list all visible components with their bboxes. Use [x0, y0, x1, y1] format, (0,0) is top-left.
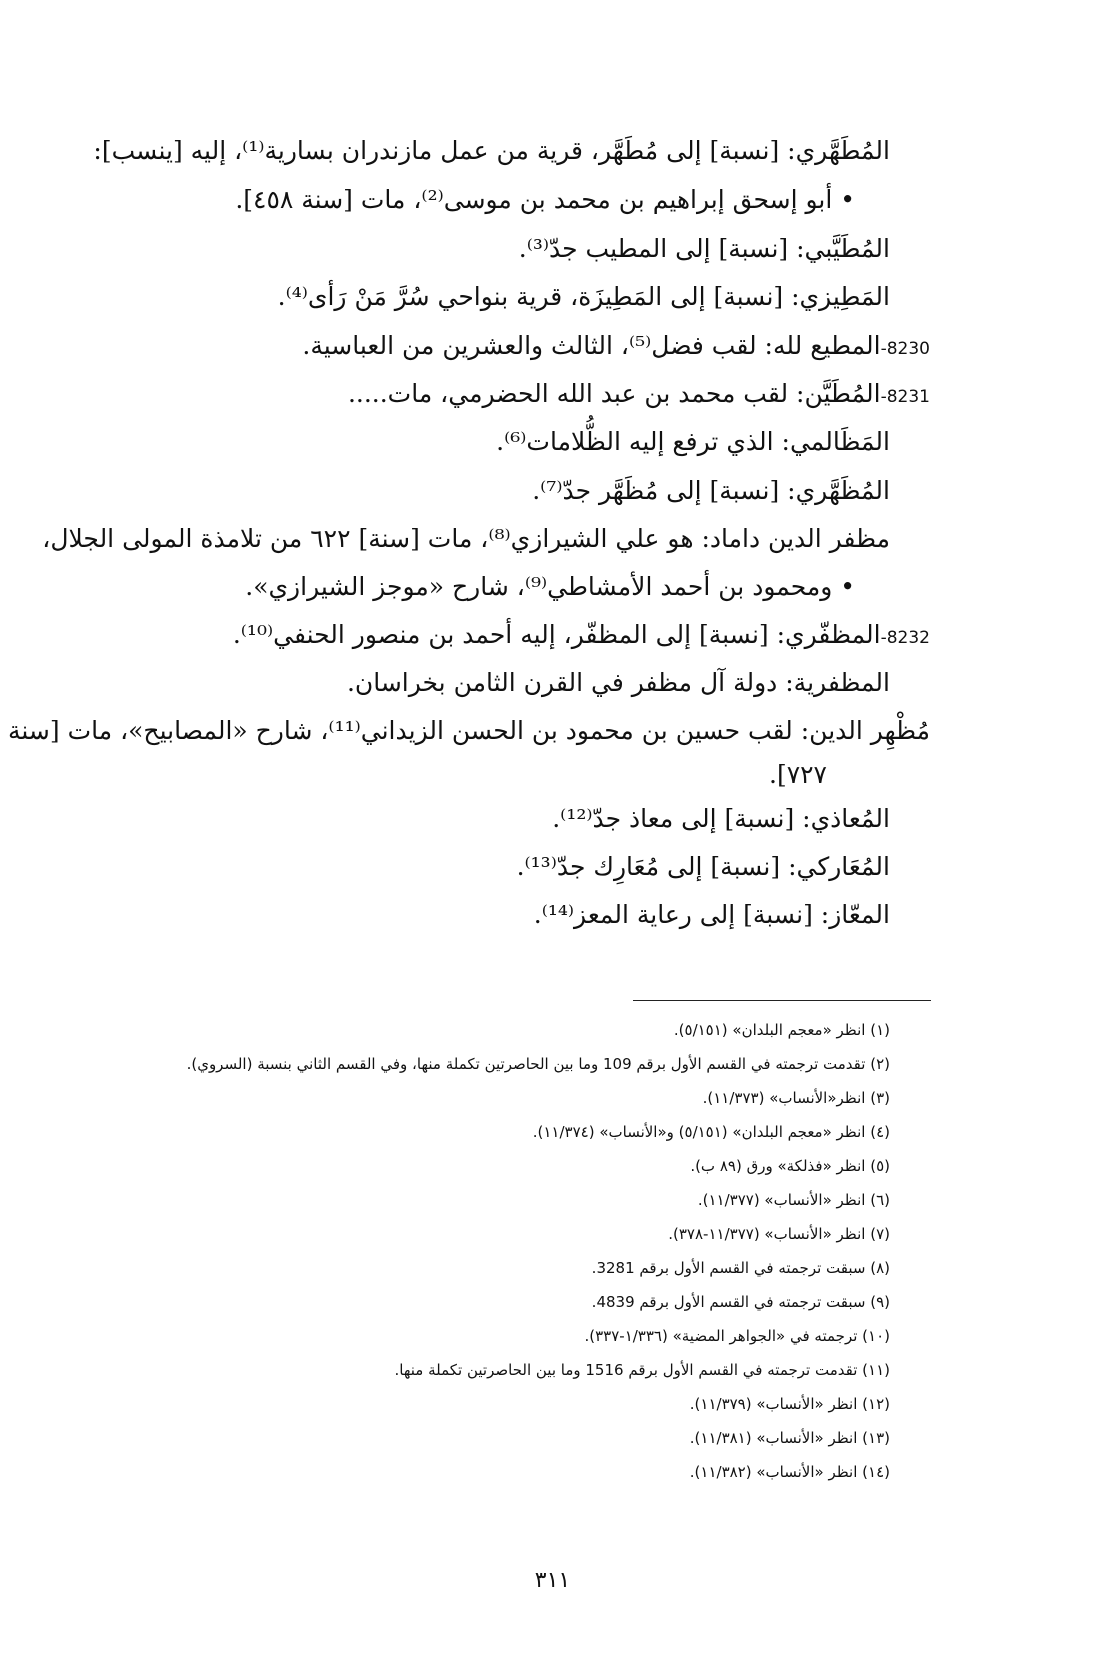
- entry-8232: 8232-المظفّري: [نسبة] إلى المظفّر، إليه أحمد بن منصور الحنفي⁽¹⁰⁾.: [232, 620, 930, 649]
- entry-mazalimi: المَظَالمي: الذي ترفع إليه الظُّلامات⁽⁶⁾.: [496, 427, 890, 456]
- entry-8230: 8230-المطيع لله: لقب فضل⁽⁵⁾، الثالث والعشرين من العباسية.: [302, 331, 930, 360]
- entry-muzhir-aldin-cont: ٧٢٧].: [769, 760, 827, 789]
- entry-muaraki: المُعَاركي: [نسبة] إلى مُعَارِك جدّ⁽¹³⁾.: [516, 852, 890, 881]
- footnote-12: (١٢) انظر «الأنساب» (١١/٣٧٩).: [689, 1395, 890, 1413]
- entry-mutayyabi: المُطَيَّبي: [نسبة] إلى المطيب جدّ⁽³⁾.: [518, 234, 890, 263]
- footnote-9: (٩) سبقت ترجمته في القسم الأول برقم 4839.: [591, 1293, 890, 1311]
- entry-muazz: المعّاز: [نسبة] إلى رعاية المعز⁽¹⁴⁾.: [533, 900, 890, 929]
- entry-matizi: المَطِيزي: [نسبة] إلى المَطِيزَة، قرية بنواحي سُرَّ مَنْ رَأى⁽⁴⁾.: [277, 282, 890, 311]
- entry-8231: 8231-المُطَيَّن: لقب محمد بن عبد الله الحضرمي، مات.....: [347, 379, 930, 408]
- footnote-7: (٧) انظر «الأنساب» (١١/٣٧٧-٣٧٨).: [668, 1225, 890, 1243]
- footnote-2: (٢) تقدمت ترجمته في القسم الأول برقم 109 وما بين الحاصرتين تكملة منها، وفي القسم الثاني بنسبة (السروي).: [186, 1055, 890, 1073]
- entry-number: 8231-: [880, 387, 930, 407]
- footnote-4: (٤) انظر «معجم البلدان» (٥/١٥١) و«الأنساب» (١١/٣٧٤).: [532, 1123, 890, 1141]
- entry-muzaffar-aldin-damad: مظفر الدين داماد: هو علي الشيرازي⁽⁸⁾، مات [سنة] ٦٢٢ من تلامذة المولى الجلال،: [42, 524, 890, 553]
- entry-number: 8230-: [880, 339, 930, 359]
- footnote-14: (١٤) انظر «الأنساب» (١١/٣٨٢).: [689, 1463, 890, 1481]
- footnote-6: (٦) انظر «الأنساب» (١١/٣٧٧).: [697, 1191, 890, 1209]
- entry-muadhi: المُعاذي: [نسبة] إلى معاذ جدّ⁽¹²⁾.: [552, 804, 890, 833]
- footnote-1: (١) انظر «معجم البلدان» (٥/١٥١).: [673, 1021, 890, 1039]
- footnote-8: (٨) سبقت ترجمته في القسم الأول برقم 3281.: [591, 1259, 890, 1277]
- footnote-13: (١٣) انظر «الأنساب» (١١/٣٨١).: [689, 1429, 890, 1447]
- entry-abu-ishaq: • أبو إسحق إبراهيم بن محمد بن موسى⁽²⁾، مات [سنة ٤٥٨].: [235, 185, 855, 214]
- footnote-11: (١١) تقدمت ترجمته في القسم الأول برقم 1516 وما بين الحاصرتين تكملة منها.: [394, 1361, 890, 1379]
- entry-number: 8232-: [880, 628, 930, 648]
- entry-muzahhari: المُظَهَّري: [نسبة] إلى مُظَهَّر جدّ⁽⁷⁾.: [532, 476, 890, 505]
- entry-muzhir-aldin: مُظْهِر الدين: لقب حسين بن محمود بن الحسن الزيداني⁽¹¹⁾، شارح «المصابيح»، مات [سنة: [7, 716, 930, 745]
- entry-muzaffariyya: المظفرية: دولة آل مظفر في القرن الثامن بخراسان.: [346, 668, 890, 697]
- page-number: ٣١١: [534, 1568, 571, 1593]
- footnote-5: (٥) انظر «فذلكة» ورق (٨٩ ب).: [690, 1157, 890, 1175]
- entry-mahmud-amshati: • ومحمود بن أحمد الأمشاطي⁽⁹⁾، شارح «موجز الشيرازي».: [245, 572, 855, 601]
- footnote-10: (١٠) ترجمته في «الجواهر المضية» (١/٣٣٦-٣٣٧).: [584, 1327, 890, 1345]
- footnote-3: (٣) انظر«الأنساب» (١١/٣٧٣).: [702, 1089, 890, 1107]
- footnote-separator: [633, 1000, 931, 1001]
- entry-mutahhari: المُطَهَّري: [نسبة] إلى مُطَهَّر، قرية من عمل مازندران بسارية⁽¹⁾، إليه [ينسب]:: [93, 136, 890, 165]
